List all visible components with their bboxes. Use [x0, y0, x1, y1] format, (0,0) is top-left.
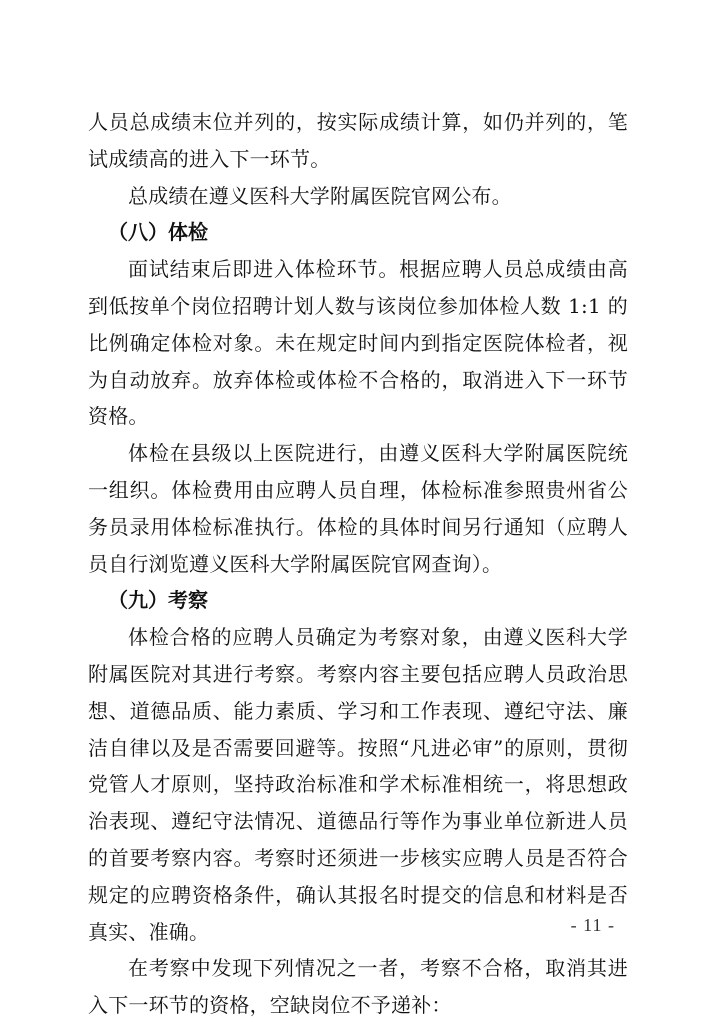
paragraph-tie-rule: 人员总成绩末位并列的，按实际成绩计算，如仍并列的，笔试成绩高的进入下一环节。	[88, 110, 628, 171]
section-heading-physical-exam: （八）体检	[108, 220, 208, 245]
paragraph-physical-exam-organization: 体检在县级以上医院进行，由遵义医科大学附属医院统一组织。体检费用由应聘人员自理，体检标准参照贵州省公务员录用体检标准执行。体检的具体时间另行通知（应聘人员自行浏览遵义医科大学附属医院官网查询）。	[88, 441, 628, 576]
paragraph-inspection-content: 体检合格的应聘人员确定为考察对象，由遵义医科大学附属医院对其进行考察。考察内容主要包括应聘人员政治思想、道德品质、能力素质、学习和工作表现、遵纪守法、廉洁自律以及是否需要回避等。按照“凡进必审”的原则，贯彻党管人才原则，坚持政治标准和学术标准相统一，将思想政治表现、遵纪守法情况、道德品行等作为事业单位新进人员的首要考察内容。考察时还须进一步核实应聘人员是否符合规定的应聘资格条件，确认其报名时提交的信息和材料是否真实、准确。	[88, 625, 628, 944]
page-number: - 11 -	[570, 915, 615, 935]
section-heading-inspection: （九）考察	[108, 588, 208, 613]
paragraph-inspection-disqualify: 在考察中发现下列情况之一者，考察不合格，取消其进入下一环节的资格，空缺岗位不予递补：	[88, 956, 628, 1018]
page-body	[88, 104, 628, 1024]
paragraph-score-publish: 总成绩在遵义医科大学附属医院官网公布。	[128, 183, 512, 208]
paragraph-physical-exam-selection: 面试结束后即进入体检环节。根据应聘人员总成绩由高到低按单个岗位招聘计划人数与该岗位参加体检人数 1:1 的比例确定体检对象。未在规定时间内到指定医院体检者，视为自动放弃。放弃体检或体检不合格的，取消进入下一环节资格。	[88, 257, 628, 429]
